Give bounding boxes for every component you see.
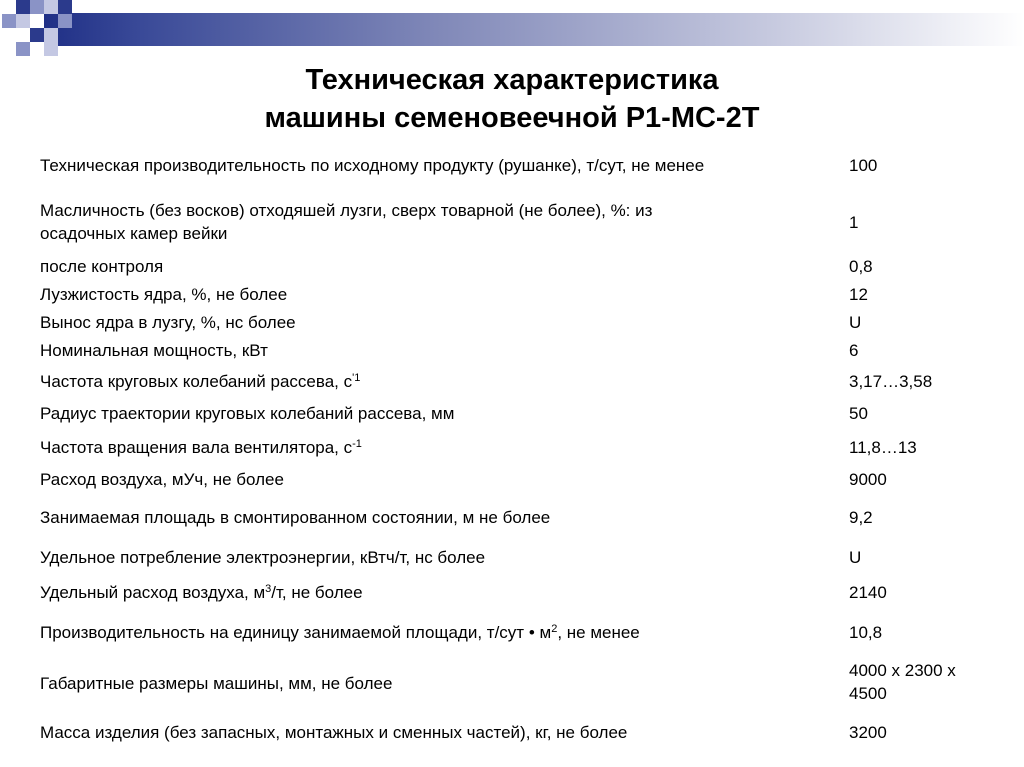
param-label: Техническая производительность по исходному продукту (рушанке), т/сут, не менее bbox=[40, 156, 705, 175]
param-label bbox=[40, 621, 830, 644]
param-value: 10,8 bbox=[849, 623, 883, 642]
param-value: 9000 bbox=[849, 470, 887, 489]
decor-square bbox=[16, 14, 30, 28]
param-value: 6 bbox=[849, 341, 859, 360]
decor-square bbox=[58, 14, 72, 28]
param-value: U bbox=[849, 548, 862, 567]
param-label-text: Частота вращения вала вентилятора, с bbox=[40, 438, 353, 457]
param-label: Номинальная мощность, кВт bbox=[40, 341, 268, 360]
param-label: Вынос ядра в лузгу, %, нс более bbox=[40, 313, 296, 332]
param-value-line: 4500 bbox=[849, 684, 887, 703]
param-label: Удельное потребление электроэнергии, кВтч/т, нс более bbox=[40, 548, 486, 567]
param-label-text: , не менее bbox=[557, 623, 640, 642]
param-value-line: 4000 х 2300 х bbox=[849, 661, 956, 680]
param-label: Радиус траектории круговых колебаний рассева, мм bbox=[40, 404, 455, 423]
param-value: 12 bbox=[849, 285, 868, 304]
param-value: U bbox=[849, 313, 862, 332]
decor-square bbox=[30, 28, 44, 42]
param-label-text: Удельный расход воздуха, м bbox=[40, 583, 266, 602]
decor-square bbox=[30, 0, 44, 14]
param-value: 2140 bbox=[849, 583, 887, 602]
unit-superscript: 2 bbox=[551, 623, 558, 635]
param-label-text: Частота круговых колебаний рассева, с bbox=[40, 372, 353, 391]
param-value: 11,8…13 bbox=[849, 438, 917, 457]
param-value bbox=[849, 659, 1019, 705]
page-title-line1: Техническая характеристика bbox=[305, 64, 719, 96]
param-label bbox=[40, 370, 830, 393]
decor-square bbox=[44, 0, 58, 14]
param-value: 50 bbox=[849, 404, 868, 423]
param-label-line: Масличность (без восков) отходяшей лузги, сверх товарной (не более), %: из bbox=[40, 201, 653, 220]
decor-square bbox=[2, 14, 16, 28]
page-title-line2: машины семеновеечной Р1-МС-2Т bbox=[264, 102, 760, 134]
decor-square bbox=[44, 28, 58, 42]
unit-superscript: 3 bbox=[265, 583, 272, 595]
header-gradient-bar bbox=[44, 13, 1024, 46]
param-label bbox=[40, 436, 830, 459]
param-value: 3,17…3,58 bbox=[849, 372, 933, 391]
param-label bbox=[40, 199, 830, 245]
decor-square bbox=[44, 42, 58, 56]
decor-square bbox=[16, 42, 30, 56]
param-label: Лузжистость ядра, %, не более bbox=[40, 285, 288, 304]
param-value: 1 bbox=[849, 213, 859, 232]
param-label: Габаритные размеры машины, мм, не более bbox=[40, 674, 393, 693]
param-label-text: Производительность на единицу занимаемой площади, т/сут • м bbox=[40, 623, 552, 642]
param-label bbox=[40, 581, 830, 604]
param-value: 9,2 bbox=[849, 508, 873, 527]
param-value: 100 bbox=[849, 156, 878, 175]
unit-superscript: -1 bbox=[352, 438, 362, 450]
param-label-text: /т, не более bbox=[271, 583, 363, 602]
param-value: 3200 bbox=[849, 723, 887, 742]
param-label: Расход воздуха, мУч, не более bbox=[40, 470, 284, 489]
param-label: Масса изделия (без запасных, монтажных и сменных частей), кг, не более bbox=[40, 723, 628, 742]
param-label-line: осадочных камер вейки bbox=[40, 224, 228, 243]
unit-superscript: '1 bbox=[352, 372, 361, 384]
param-label: Занимаемая площадь в смонтированном состоянии, м не более bbox=[40, 508, 551, 527]
decor-square bbox=[58, 0, 72, 14]
param-value: 0,8 bbox=[849, 257, 873, 276]
param-label: после контроля bbox=[40, 257, 164, 276]
decor-square bbox=[16, 0, 30, 14]
